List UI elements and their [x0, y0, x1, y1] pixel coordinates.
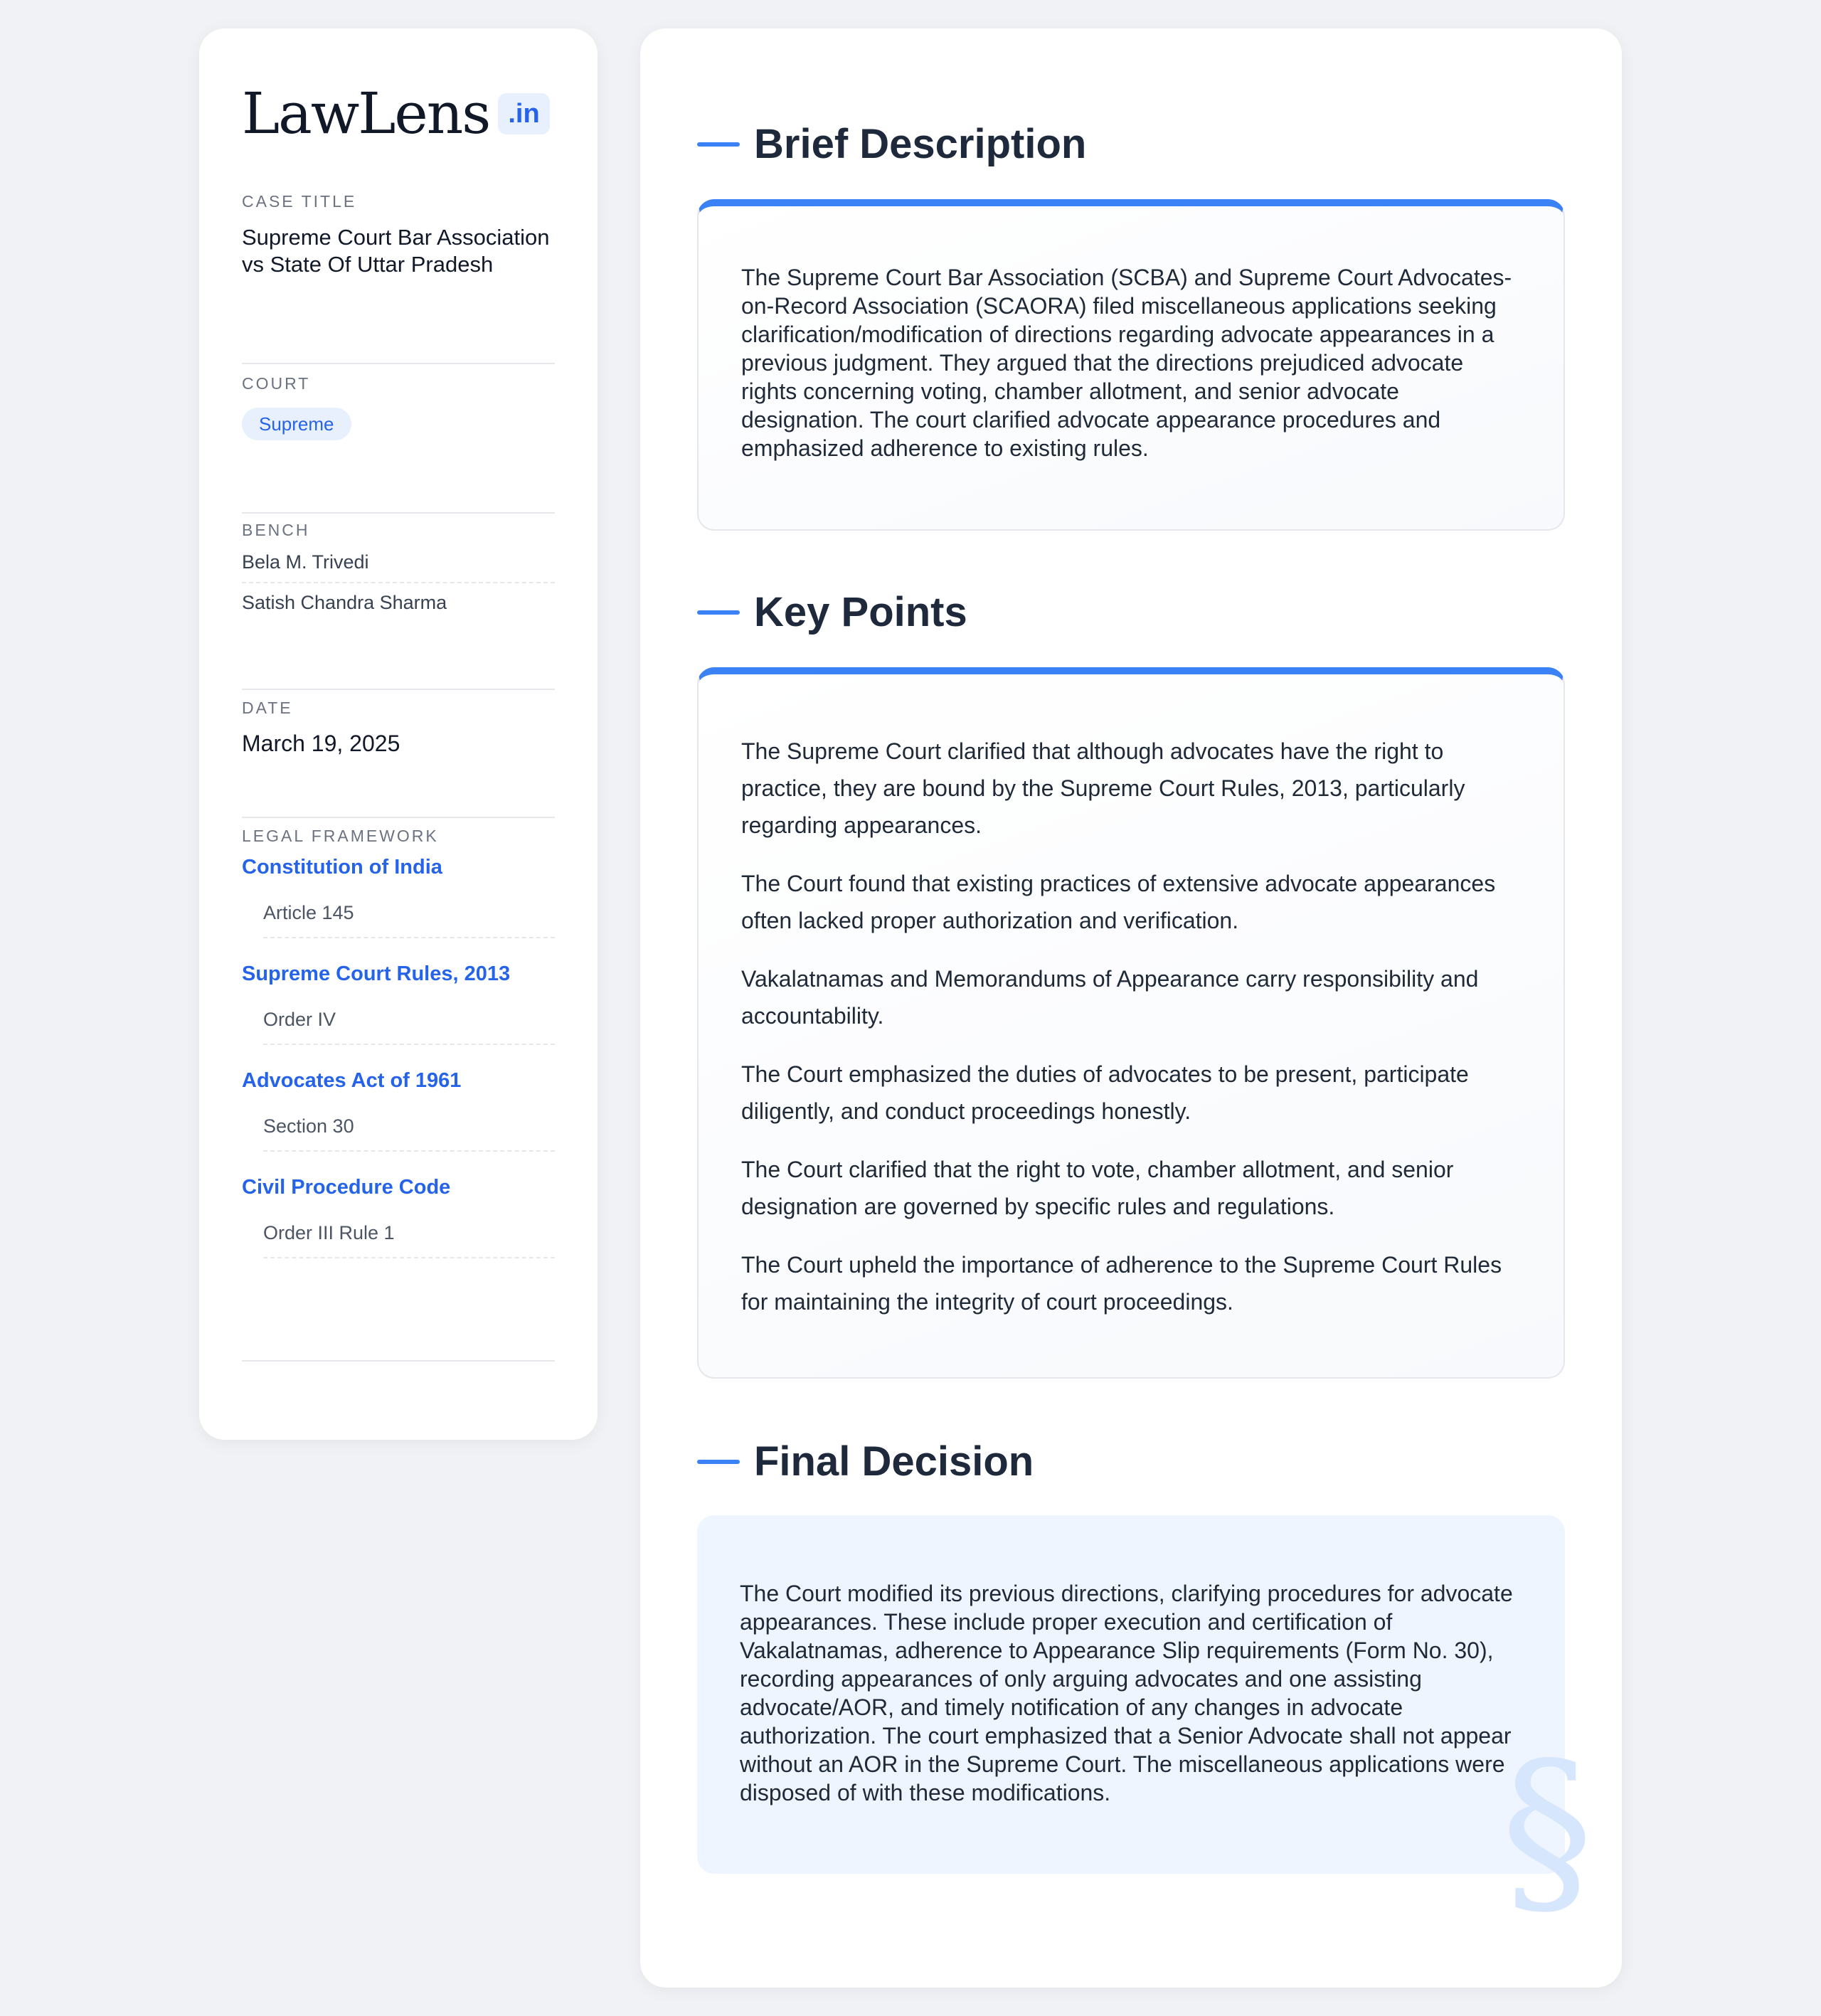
case-title-label: CASE TITLE	[242, 192, 357, 211]
framework-group	[242, 1071, 555, 1152]
framework-provision: Section 30	[263, 1091, 555, 1152]
framework-link[interactable]: Constitution of India	[242, 856, 442, 879]
divider	[242, 689, 555, 690]
court-label: COURT	[242, 374, 311, 393]
legal-framework-label: LEGAL FRAMEWORK	[242, 827, 439, 845]
court-block	[242, 376, 555, 440]
key-points-heading	[697, 589, 967, 635]
main-content	[640, 28, 1622, 1988]
bench-label: BENCH	[242, 521, 310, 539]
court-badge: Supreme	[242, 408, 351, 440]
key-point: Vakalatnamas and Memorandums of Appearance carry responsibility and accountability.	[741, 966, 1479, 1029]
key-points-title: Key Points	[754, 589, 967, 635]
date-label: DATE	[242, 699, 293, 717]
divider	[242, 1360, 555, 1362]
brief-text: The Supreme Court Bar Association (SCBA) and Supreme Court Advocates-on-Record Association (SCAORA) filed miscellaneous applications seeking clarification/modification of directions regarding advocate appearances in a previous judgment. They argued that the directions prejudiced advocate rights concerning voting, chamber allotment, and senior advocate designation. The court clarified advocate appearance procedures and emphasized adherence to existing rules.	[741, 265, 1512, 461]
key-point: The Court found that existing practices of extensive advocate appearances often lacked proper authorization and verification.	[741, 871, 1496, 933]
heading-accent-bar	[697, 1460, 740, 1464]
legal-framework-block	[242, 828, 555, 1258]
key-point: The Court upheld the importance of adherence to the Supreme Court Rules for maintaining the integrity of court proceedings.	[741, 1252, 1502, 1315]
date-value: March 19, 2025	[242, 731, 400, 756]
brand-name: LawLens	[242, 80, 490, 147]
brand-logo[interactable]	[242, 80, 555, 148]
date-block	[242, 700, 555, 755]
framework-group	[242, 857, 555, 938]
bench-block	[242, 522, 555, 622]
brief-card	[697, 199, 1565, 531]
framework-provision: Article 145	[263, 878, 555, 938]
divider	[242, 512, 555, 514]
decision-title: Final Decision	[754, 1438, 1034, 1485]
brief-title: Brief Description	[754, 121, 1087, 167]
key-point: The Supreme Court clarified that although advocates have the right to practice, they are bound by the Supreme Court Rules, 2013, particularly regarding appearances.	[741, 738, 1465, 838]
sidebar	[199, 28, 598, 1440]
decision-heading	[697, 1438, 1034, 1485]
bench-judge: Bela M. Trivedi	[242, 543, 555, 583]
brand-tld: .in	[498, 93, 549, 134]
divider	[242, 817, 555, 818]
heading-accent-bar	[697, 610, 740, 615]
framework-link[interactable]: Supreme Court Rules, 2013	[242, 962, 511, 985]
heading-accent-bar	[697, 142, 740, 147]
case-title-block	[242, 193, 555, 278]
bench-judge: Satish Chandra Sharma	[242, 592, 447, 613]
framework-provision: Order III Rule 1	[263, 1198, 555, 1258]
decision-card	[697, 1515, 1593, 1938]
framework-provision: Order IV	[263, 985, 555, 1045]
framework-link[interactable]: Advocates Act of 1961	[242, 1069, 462, 1092]
key-point: The Court emphasized the duties of advocates to be present, participate diligently, and conduct proceedings honestly.	[741, 1061, 1469, 1124]
framework-link[interactable]: Civil Procedure Code	[242, 1176, 451, 1199]
brief-heading	[697, 121, 1087, 167]
key-point: The Court clarified that the right to vote, chamber allotment, and senior designation are governed by specific rules and regulations.	[741, 1157, 1454, 1219]
case-title: Supreme Court Bar Association vs State Of Uttar Pradesh	[242, 225, 550, 277]
key-points-card	[697, 667, 1565, 1379]
framework-group	[242, 1177, 555, 1258]
section-mark-icon: §	[1501, 1724, 1593, 1938]
divider	[242, 363, 555, 364]
framework-group	[242, 964, 555, 1045]
decision-text: The Court modified its previous directions, clarifying procedures for advocate appearances. These include proper execution and certification of Vakalatnamas, adherence to Appearance Slip requirements (Form No. 30), recording appearances of only arguing advocates and one assisting advocate/AOR, and timely notification of any changes in advocate authorization. The court emphasized that a Senior Advocate shall not appear without an AOR in the Supreme Court. The miscellaneous applications were disposed of with these modifications.	[740, 1581, 1513, 1805]
